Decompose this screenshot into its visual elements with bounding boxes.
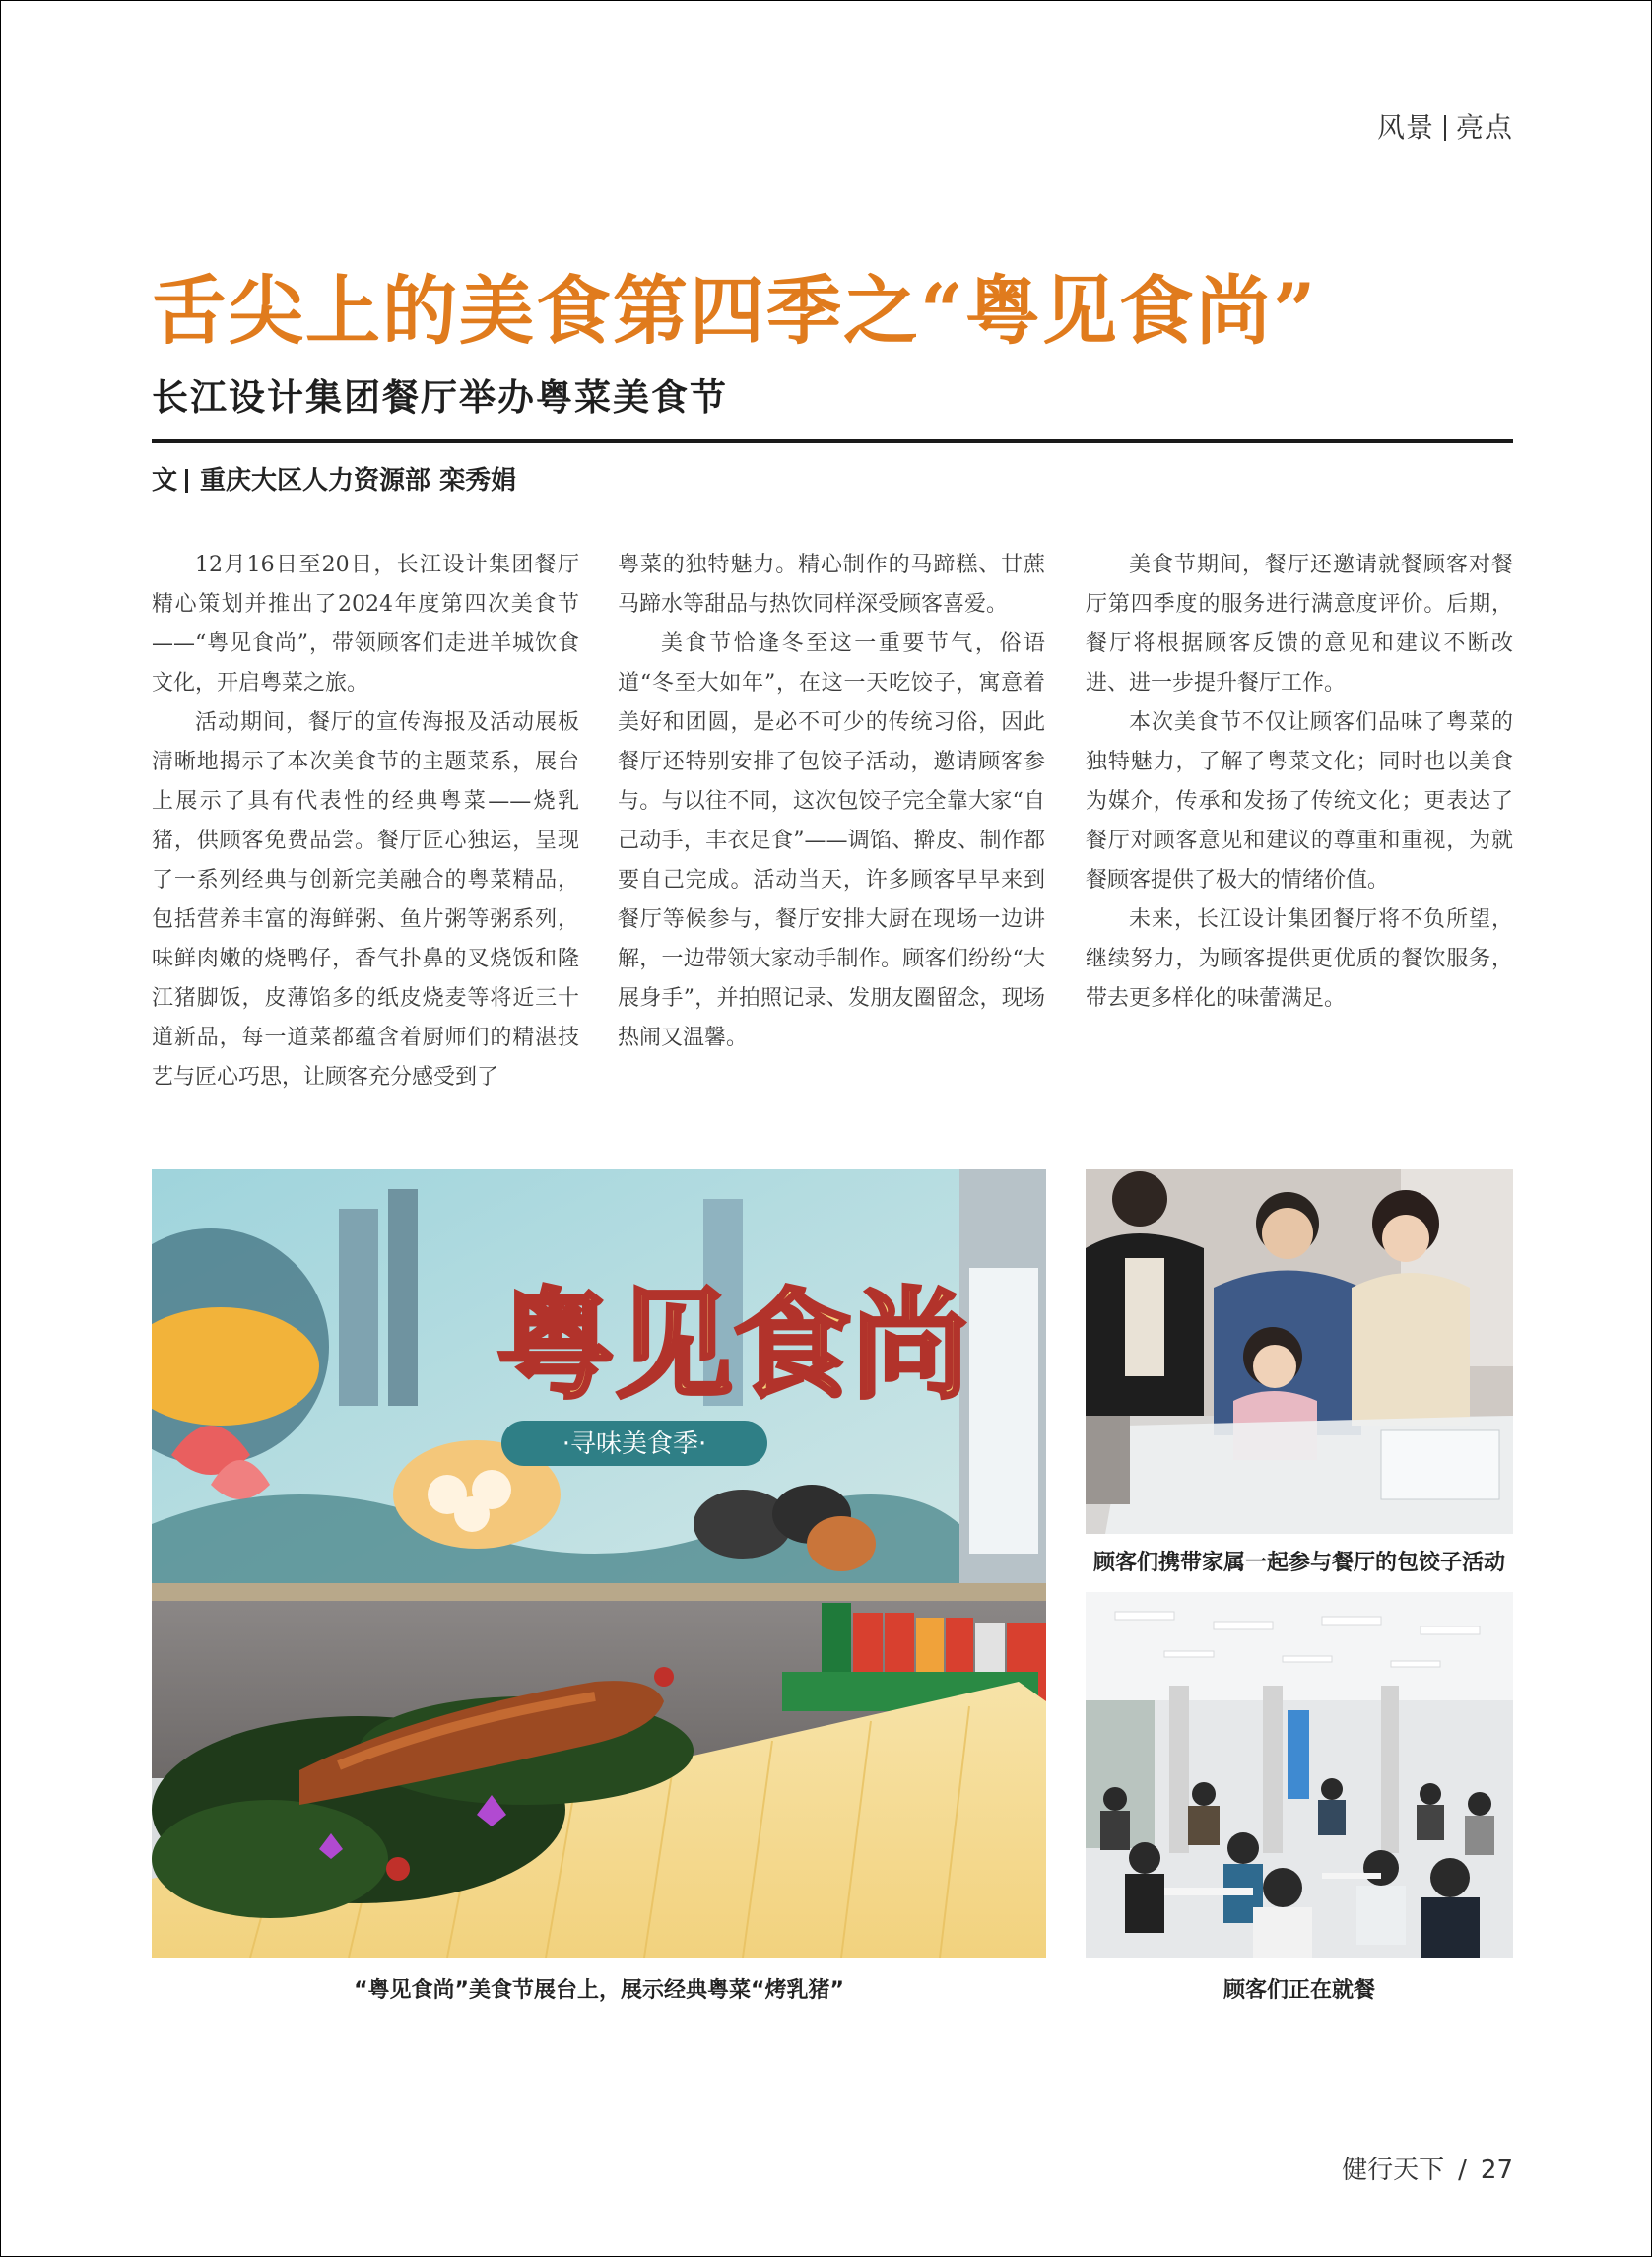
article-title: 舌尖上的美食第四季之“粤见食尚” (152, 267, 1318, 355)
section-label-right: 亮点 (1455, 111, 1513, 144)
byline (152, 461, 516, 500)
caption-dumpling-activity: 顾客们携带家属一起参与餐厅的包饺子活动 (1092, 1551, 1505, 1575)
dumpling-photo-illustration (1086, 1169, 1513, 1534)
photo-festival-display (152, 1169, 1046, 1958)
paragraph: 活动期间，餐厅的宣传海报及活动展板清晰地揭示了本次美食节的主题菜系，展台上展示了具有代表性的经典粤菜——烧乳猪，供顾客免费品尝。餐厅匠心独运，呈现了一系列经典与创新完美融合的粤菜精品，包括营养丰富的海鲜粥、鱼片粥等粥系列，味鲜肉嫩的烧鸭仔，香气扑鼻的叉烧饭和隆江猪脚饭，皮薄馅多的纸皮烧麦等将近三十道新品，每一道菜都蕴含着厨师们的精湛技艺与匠心巧思，让顾客充分感受到了 (152, 710, 579, 1090)
banner-title: 粤见食尚 (496, 1276, 969, 1415)
article-subtitle: 长江设计集团餐厅举办粤菜美食节 (152, 376, 728, 419)
photo-dining-hall (1086, 1592, 1513, 1958)
footer-slash: / (1458, 2156, 1467, 2185)
paragraph: 粤菜的独特魅力。精心制作的马蹄糕、甘蔗马蹄水等甜品与热饮同样深受顾客喜爱。 (618, 553, 1045, 617)
dining-photo-illustration (1086, 1592, 1513, 1958)
text-column-2 (618, 546, 1045, 1058)
paragraph: 本次美食节不仅让顾客们品味了粤菜的独特魅力，了解了粤菜文化；同时也以美食为媒介，传承和发扬了传统文化；更表达了餐厅对顾客意见和建议的尊重和重视，为就餐顾客提供了极大的情绪价值。 (1086, 710, 1513, 893)
banner-tag: ·寻味美食季· (562, 1429, 707, 1459)
paragraph: 美食节期间，餐厅还邀请就餐顾客对餐厅第四季度的服务进行满意度评价。后期，餐厅将根据顾客反馈的意见和建议不断改进、进一步提升餐厅工作。 (1086, 553, 1513, 696)
magazine-name: 健行天下 (1342, 2156, 1445, 2185)
byline-prefix: 文 (152, 466, 178, 496)
paragraph: 未来，长江设计集团餐厅将不负所望，继续努力，为顾客提供更优质的餐饮服务，带去更多样化的味蕾满足。 (1086, 907, 1513, 1011)
photo-dumpling-activity (1086, 1169, 1513, 1534)
paragraph: 12月16日至20日，长江设计集团餐厅精心策划并推出了2024年度第四次美食节——“粤见食尚”，带领顾客们走进羊城饮食文化，开启粤菜之旅。 (152, 553, 579, 696)
text-column-1 (152, 546, 579, 1097)
section-tag (1377, 106, 1513, 146)
byline-author: 重庆大区人力资源部 栾秀娟 (200, 466, 517, 496)
text-column-3 (1086, 546, 1513, 1019)
page-number: 27 (1480, 2156, 1513, 2185)
paragraph: 美食节恰逢冬至这一重要节气，俗语道“冬至大如年”，在这一天吃饺子，寓意着美好和团圆，是必不可少的传统习俗，因此餐厅还特别安排了包饺子活动，邀请顾客参与。与以往不同，这次包饺子完全靠大家“自己动手，丰衣足食”——调馅、擀皮、制作都要自己完成。活动当天，许多顾客早早来到餐厅等候参与，餐厅安排大厨在现场一边讲解，一边带领大家动手制作。顾客们纷纷“大展身手”，并拍照记录、发朋友圈留念，现场热闹又温馨。 (618, 631, 1045, 1050)
title-rule (152, 439, 1513, 443)
section-divider (1444, 115, 1446, 141)
byline-divider (185, 469, 188, 493)
caption-dining-hall: 顾客们正在就餐 (1222, 1978, 1375, 2003)
caption-festival-display: “粤见食尚”美食节展台上，展示经典粤菜“烤乳猪” (354, 1978, 844, 2003)
festival-photo-illustration (152, 1169, 1046, 1958)
page-footer (1342, 2150, 1513, 2186)
section-label-left: 风景 (1376, 111, 1434, 144)
